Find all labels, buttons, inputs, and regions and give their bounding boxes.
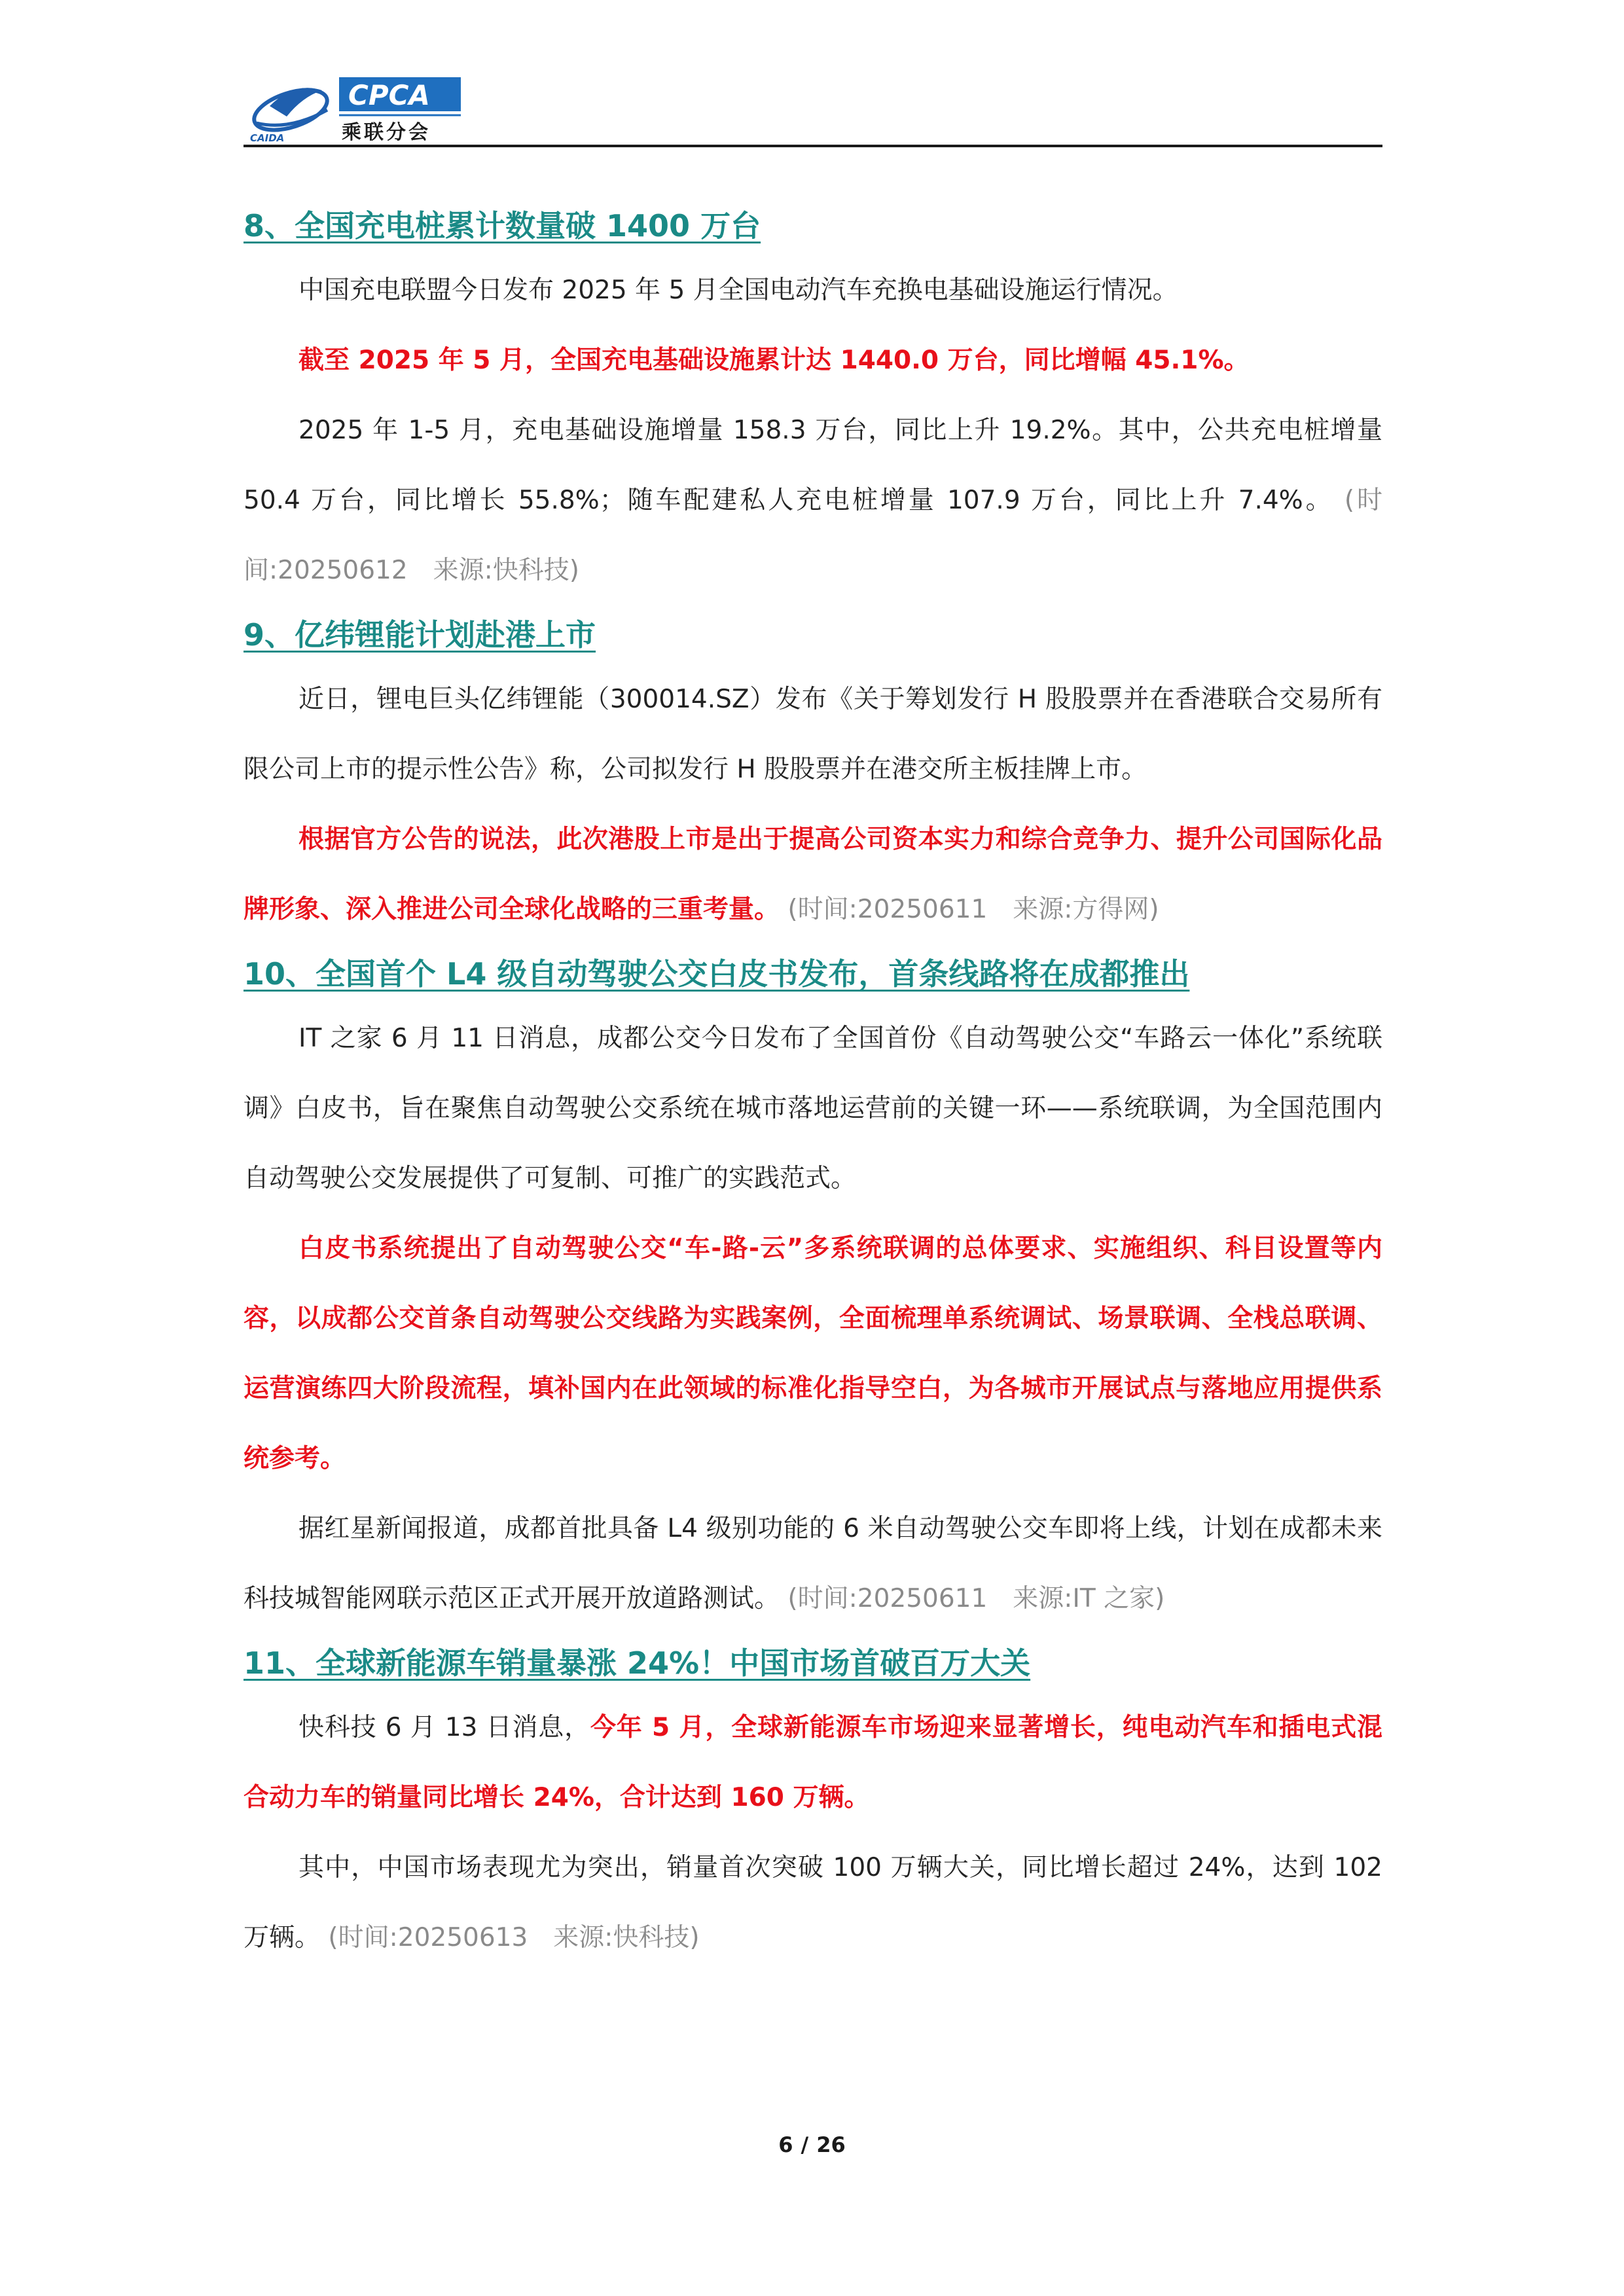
cpca-logo <box>244 68 466 147</box>
paragraph <box>244 1213 1382 1494</box>
paragraph <box>244 395 1382 605</box>
section-title: 9、亿纬锂能计划赴港上市 <box>244 617 596 653</box>
highlight-text: 白皮书系统提出了自动驾驶公交“车-路-云”多系统联调的总体要求、实施组织、科目设置等内容，以成都公交首条自动驾驶公交线路为实践案例，全面梳理单系统调试、场景联调、全栈总联调、运营演练四大阶段流程，填补国内在此领域的标准化指导空白，为各城市开展试点与落地应用提供系统参考。 <box>244 1234 1382 1473</box>
current-page: 6 <box>778 2132 793 2157</box>
page-number <box>0 2132 1624 2157</box>
logo-text: CPCA <box>348 79 430 111</box>
header-divider <box>244 145 1382 147</box>
paragraph <box>244 1833 1382 1973</box>
highlight-text: 截至 2025 年 5 月，全国充电基础设施累计达 1440.0 万台，同比增幅 45.1%。 <box>298 346 1250 375</box>
body-text: 中国充电联盟今日发布 2025 年 5 月全国电动汽车充换电基础设施运行情况。 <box>298 276 1178 305</box>
paragraph <box>244 1003 1382 1213</box>
paragraph <box>244 255 1382 325</box>
total-pages: 26 <box>816 2132 846 2157</box>
section-title: 11、全球新能源车销量暴涨 24%！中国市场首破百万大关 <box>244 1645 1031 1681</box>
section-title: 10、全国首个 L4 级自动驾驶公交白皮书发布，首条线路将在成都推出 <box>244 956 1190 992</box>
source-meta: (时间:20250613 来源:快科技) <box>320 1923 700 1952</box>
paragraph <box>244 1494 1382 1634</box>
body-text: 快科技 6 月 13 日消息， <box>298 1713 590 1742</box>
source-meta: (时间:20250611 来源:IT 之家) <box>780 1584 1165 1613</box>
section-title: 8、全国充电桩累计数量破 1400 万台 <box>244 208 761 243</box>
logo-subtitle: 乘联分会 <box>342 121 431 144</box>
source-meta: (时间:20250612 来源:快科技) <box>244 486 1382 585</box>
body-text: 据红星新闻报道，成都首批具备 L4 级别功能的 6 米自动驾驶公交车即将上线，计划在成都未来科技城智能网联示范区正式开展开放道路测试。 <box>244 1514 1382 1613</box>
paragraph <box>244 1693 1382 1833</box>
highlight-text: 今年 5 月，全球新能源车市场迎来显著增长，纯电动汽车和插电式混合动力车的销量同比增长 24%，合计达到 160 万辆。 <box>244 1713 1382 1812</box>
paragraph <box>244 664 1382 804</box>
body-text: 近日，锂电巨头亿纬锂能（300014.SZ）发布《关于筹划发行 H 股股票并在香港联合交易所有限公司上市的提示性公告》称，公司拟发行 H 股股票并在港交所主板挂牌上市。 <box>244 685 1382 784</box>
page-header <box>244 68 1382 147</box>
paragraph <box>244 804 1382 944</box>
source-meta: (时间:20250611 来源:方得网) <box>780 895 1159 924</box>
document-body <box>244 196 1382 1973</box>
logo-left-text: CAIDA <box>250 132 285 144</box>
paragraph <box>244 325 1382 395</box>
body-text: IT 之家 6 月 11 日消息，成都公交今日发布了全国首份《自动驾驶公交“车路云一体化”系统联调》白皮书，旨在聚焦自动驾驶公交系统在城市落地运营前的关键一环——系统联调，为全国范围内自动驾驶公交发展提供了可复制、可推广的实践范式。 <box>244 1024 1382 1193</box>
page-separator: / <box>801 2132 809 2157</box>
body-text: 其中，中国市场表现尤为突出，销量首次突破 100 万辆大关，同比增长超过 24%，达到 102 万辆。 <box>244 1853 1382 1952</box>
body-text: 2025 年 1-5 月，充电基础设施增量 158.3 万台，同比上升 19.2%。其中，公共充电桩增量 50.4 万台，同比增长 55.8%；随车配建私人充电桩增量 107.9 万台，同比上升 7.4%。 <box>244 416 1382 515</box>
highlight-text: 根据官方公告的说法，此次港股上市是出于提高公司资本实力和综合竞争力、提升公司国际化品牌形象、深入推进公司全球化战略的三重考量。 <box>244 825 1382 924</box>
